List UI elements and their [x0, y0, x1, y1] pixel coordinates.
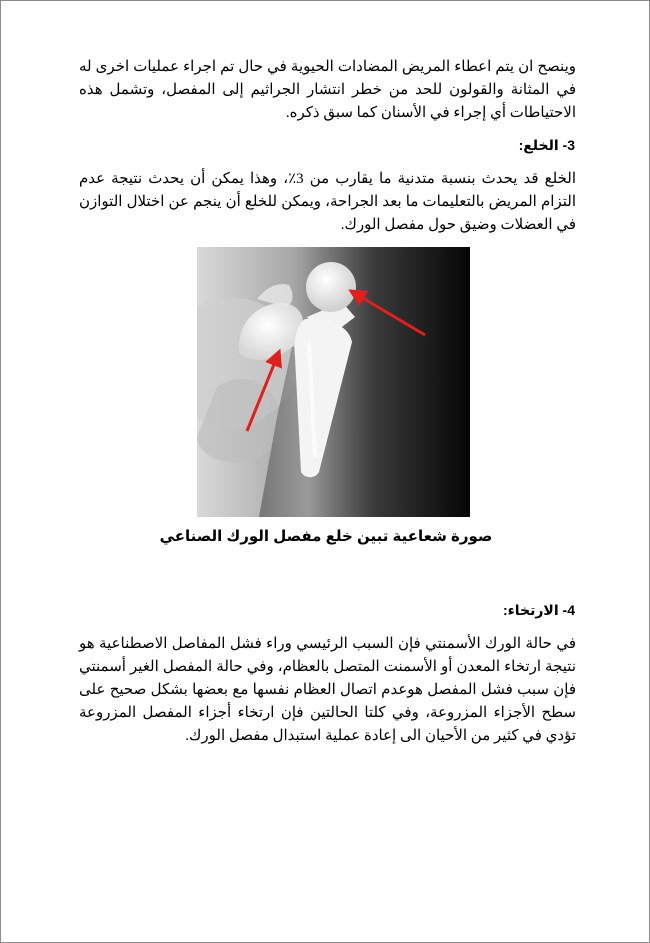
paragraph-dislocation: الخلع قد يحدث بنسبة متدنية ما يقارب من 3٪، وهذا يمكن أن يحدث نتيجة عدم التزام المريض بالتعليمات ما بعد الجراحة، ويمكن للخلع أن ينجم عن اختلال التوازن في العضلات وضيق حول مفصل الورك. [79, 171, 576, 233]
paragraph-loosening: في حالة الورك الأسمنتي فإن السبب الرئيسي وراء فشل المفاصل الاصطناعية هو نتيجة ارتخاء المعدن أو الأسمنت المتصل بالعظام، وفي حالة المفصل الغير أسمنتي فإن سبب فشل المفصل هوعدم اتصال العظام نفسها مع بعضها بشكل صحيح على سطح الأجزاء المزروعة، وفي كلتا الحالتين فإن ارتخاء أجزاء المفصل المزروعة تؤدي في كثير من الأحيان الى إعادة عملية استبدال مفصل الورك. [79, 636, 576, 744]
paragraph-antibiotics: وينصح ان يتم اعطاء المريض المضادات الحيوية في حال تم اجراء عمليات اخرى له في المثانة والقولون للحد من خطر انتشار الجراثيم إلى المفصل، وتشمل هذه الاحتياطات أي إجراء في الأسنان كما سبق ذكره. [79, 59, 576, 121]
xray-image [197, 247, 470, 517]
xray-hip-dislocation-picture [197, 247, 470, 517]
heading-dislocation: 3- الخلع: [518, 137, 575, 153]
figure-caption: صورة شعاعية تبين خلع مفصل الورك الصناعي [159, 528, 493, 545]
heading-loosening: 4- الارتخاء: [502, 602, 575, 618]
